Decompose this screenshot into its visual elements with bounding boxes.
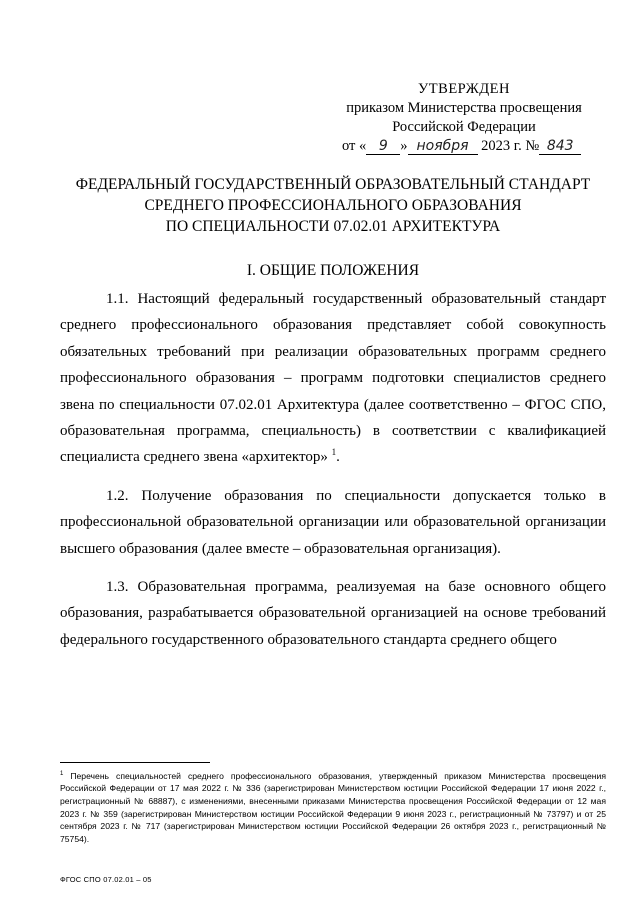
paragraph-1-1: [60, 286, 606, 471]
footnote-ref: 1: [331, 447, 337, 458]
footnote-divider: [60, 762, 210, 763]
handwritten-day: 9: [366, 139, 400, 155]
paragraph-1-2: 1.2. Получение образования по специальности допускается только в профессиональной образовательной организации или образовательной организации высшего образования (далее вместе – образовательная организация).: [60, 487, 606, 557]
title-line-3: ПО СПЕЦИАЛЬНОСТИ 07.02.01 АРХИТЕКТУРА: [165, 218, 501, 235]
date-mid: »: [400, 138, 408, 154]
approval-heading: УТВЕРЖДЕН: [418, 81, 510, 97]
approval-order-line: приказом Министерства просвещения: [346, 100, 582, 116]
title-line-2: СРЕДНЕГО ПРОФЕССИОНАЛЬНОГО ОБРАЗОВАНИЯ: [144, 197, 522, 214]
footnote-text: Перечень специальностей среднего профессионального образования, утвержденный приказом Министерства просвещения Российской Федерации от 17 мая 2022 г. № 336 (зарегистрирован Министерством юстиции Российской Федерации 17 июня 2022 г., регистрационный № 68887), с изменениями, внесенными приказами Министерства просвещения Российской Федерации от 12 мая 2023 г. № 359 (зарегистрирован Министерством юстиции Российской Федерации 9 июня 2023 г., регистрационный № 73797) и от 25 сентября 2023 г. № 717 (зарегистрирован Министерством юстиции Российской Федерации 26 октября 2023 г., регистрационный № 75754).: [60, 770, 606, 844]
paragraph-1-1-text: 1.1. Настоящий федеральный государственный образовательный стандарт среднего профессионального образования представляет собой совокупность обязательных требований при реализации образовательных программ среднего профессионального образования – программ подготовки специалистов среднего звена по специальности 07.02.01 Архитектура (далее соответственно – ФГОС СПО, образовательная программа, специальность) в соответствии с квалификацией специалиста среднего звена «архитектор»: [60, 291, 606, 466]
document-body: [60, 286, 606, 665]
paragraph-1-1-end: .: [336, 449, 340, 466]
footnote-mark: 1: [60, 771, 64, 777]
approval-block: [334, 80, 594, 156]
date-prefix: от «: [342, 138, 367, 154]
section-heading: I. ОБЩИЕ ПОЛОЖЕНИЯ: [246, 262, 420, 279]
handwritten-order-number: 843: [539, 139, 581, 155]
document-title: [60, 174, 606, 237]
page-footer-code: ФГОС СПО 07.02.01 – 05: [60, 875, 152, 884]
handwritten-month: ноября: [408, 139, 478, 155]
approval-country-line: Российской Федерации: [392, 119, 536, 135]
paragraph-1-3: 1.3. Образовательная программа, реализуемая на базе основного общего образования, разрабатывается образовательной организацией на основе требований федерального государственного образовательного стандарта среднего общего: [60, 579, 606, 648]
footnote: [60, 768, 606, 845]
approval-date-line: [334, 137, 594, 156]
date-year: 2023 г. №: [481, 138, 540, 154]
title-line-1: ФЕДЕРАЛЬНЫЙ ГОСУДАРСТВЕННЫЙ ОБРАЗОВАТЕЛЬНЫЙ СТАНДАРТ: [75, 176, 591, 193]
